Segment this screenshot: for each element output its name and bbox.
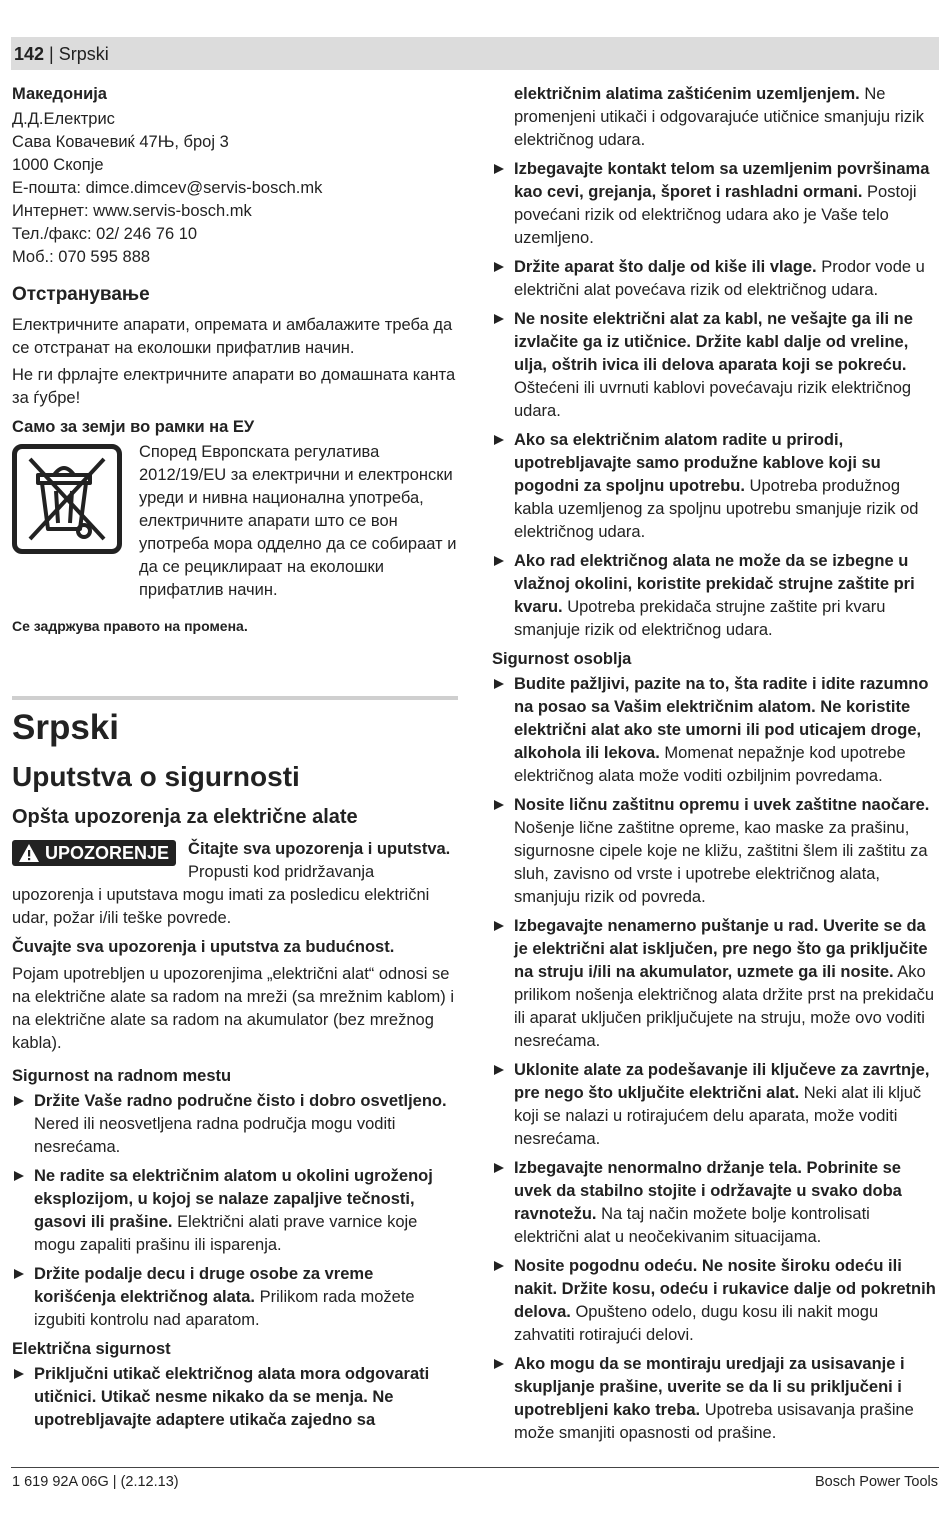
bullet-triangle-icon: [494, 679, 504, 689]
bullet-triangle-icon: [494, 1359, 504, 1369]
bullet-triangle-icon: [14, 1096, 24, 1106]
disposal-heading: Отстранување: [12, 284, 150, 305]
bullet-triangle-icon: [494, 262, 504, 272]
personal-safety-heading: Sigurnost osoblja: [492, 650, 632, 668]
contact-email: Е-пошта: dimce.dimcev@servis-bosch.mk: [12, 179, 323, 197]
list-item: Izbegavajte nenamerno puštanje u rad. Uverite se da je električni alat isključen, pre nego što ga priključite na struju i/ili na akumulator, uzmete ga ili nosite. Ako prilikom nošenja električnog alata držite prst na prekidaču ili aparat uključen priključujete na struju, može ovo voditi nesrećama.: [492, 915, 938, 1053]
warning-text: Propusti kod pridržavanja upozorenja i uputstava mogu imati za posledicu električni udar, požar i/ili teške povrede.: [12, 863, 430, 927]
warning-label: UPOZORENJE: [45, 843, 170, 863]
list-item: Ako mogu da se montiraju uredjaji za usisavanje i skupljanje prašine, uverite se da li su priključeni i upotrebljeni kako treba. Upotreba usisavanja prašine može smanjiti opasnosti od prašine.: [492, 1353, 938, 1445]
header-section: Srpski: [58, 44, 109, 64]
rights-reserved-note: Се задржува правото на промена.: [12, 618, 248, 634]
footer-doc-code: 1 619 92A 06G | (2.12.13): [12, 1474, 179, 1490]
footer-brand: Bosch Power Tools: [814, 1474, 938, 1490]
warning-bold: Čitajte sva upozorenja i uputstva.: [188, 840, 451, 858]
warning-triangle-icon: [18, 843, 40, 863]
list-item: Budite pažljivi, pazite na to, šta radite i idite razumno na posao sa Vašim električnim alatom. Ne koristite električni alat ako ste umorni ili pod uticajem droge, alkohola ili lekova. Momenat nepažnje kod upotrebe električnog alata može voditi ozbiljnim povredama.: [492, 673, 938, 788]
list-item: Izbegavajte nenormalno držanje tela. Pobrinite se uvek da stabilno stojite i održavajte u svako doba ravnotežu. Na taj način možete bolje kontrolisati električni alat u neočekivanim situacijama.: [492, 1157, 938, 1249]
bullet-triangle-icon: [14, 1369, 24, 1379]
bullet-triangle-icon: [494, 164, 504, 174]
language-title: Srpski: [12, 708, 119, 747]
disposal-paragraph: Електричните апарати, опремата и амбалажите треба да се отстранат на еколошки прифатлив начин.: [12, 316, 453, 357]
crossed-bin-icon: [12, 444, 122, 554]
warning-badge: [12, 840, 176, 866]
bullet-triangle-icon: [494, 921, 504, 931]
left-column: [12, 83, 458, 1438]
eu-heading: Само за земји во рамки на ЕУ: [12, 418, 255, 436]
contact-line: Д.Д.Електрис: [12, 110, 115, 128]
contact-line: 1000 Скопје: [12, 156, 104, 174]
list-item: Ne nosite električni alat za kabl, ne vešajte ga ili ne izvlačite ga iz utičnice. Držite kabl dalje od vreline, ulja, oštrih ivica ili delova aparata koji se pokreću. Oštećeni ili uvrnuti kablovi povećavaju rizik električnog udara.: [492, 308, 938, 423]
list-item: Držite Vaše radno područne čisto i dobro osvetljeno. Nered ili neosvetljena radna područja mogu voditi nesrećama.: [12, 1090, 458, 1159]
footer-divider: [11, 1467, 939, 1468]
bullet-triangle-icon: [494, 800, 504, 810]
list-item-continued: električnim alatima zaštićenim uzemljenjem. Ne promenjeni utikači i odgovarajuće utičnice smanjuju rizik električnog udara.: [514, 85, 924, 149]
list-item: Ako sa električnim alatom radite u prirodi, upotrebljavajte samo produžne kablove koji su pogodni za spoljnu upotrebu. Upotreba produžnog kabla uzemljenog za spoljnu upotrebu smanjuje rizik od električnog udara.: [492, 429, 938, 544]
bullet-triangle-icon: [494, 1065, 504, 1075]
eu-regulation-text: Според Европската регулатива 2012/19/EU за електрични и електронски уреди и нивна национална употреба, електричните апарати што се вон употреба мора одделно да се собираат и да се рециклираат на еколошки прифатлив начин.: [139, 443, 457, 599]
list-item: Nosite ličnu zaštitnu opremu i uvek zaštitne naočare. Nošenje lične zaštitne opreme, kao maske za prašinu, sigurnosne cipele koje ne kližu, zaštitni šlem ili zaštitu za sluh, zavisno od vrste i upotrebe električnog alata, smanjuju rizik od povreda.: [492, 794, 938, 909]
page-header-bar: [11, 37, 939, 70]
term-definition: Pojam upotrebljen u upozorenjima „električni alat“ odnosi se na električne alate sa radom na mreži (sa mrežnim kablom) i na električne alate sa radom na akumulator (bez mrežnog kabla).: [12, 965, 454, 1052]
macedonia-heading: Македонија: [12, 85, 107, 103]
electrical-heading: Električna sigurnost: [12, 1340, 171, 1358]
keep-instructions: Čuvajte sva upozorenja i uputstva za budućnost.: [12, 938, 395, 956]
list-item: Ako rad električnog alata ne može da se izbegne u vlažnoj okolini, koristite prekidač strujne zaštite pri kvaru. Upotreba prekidača strujne zaštite pri kvaru smanjuje rizik od električnog udara.: [492, 550, 938, 642]
bullet-triangle-icon: [494, 1261, 504, 1271]
bullet-triangle-icon: [494, 314, 504, 324]
list-item: Izbegavajte kontakt telom sa uzemljenim površinama kao cevi, grejanja, šporet i rashladni ormani. Postoji povećani rizik od električnog udara ako je Vaše telo uzemljeno.: [492, 158, 938, 250]
section-divider: [12, 696, 458, 700]
bullet-triangle-icon: [14, 1171, 24, 1181]
warning-block: [12, 838, 458, 930]
list-item: Priključni utikač električnog alata mora odgovarati utičnici. Utikač nesme nikako da se menja. Ne upotrebljavajte adaptere utikača zajedno sa: [12, 1363, 458, 1432]
page-header: 142 | Srpski: [14, 44, 109, 64]
bullet-triangle-icon: [14, 1269, 24, 1279]
list-item: Držite aparat što dalje od kiše ili vlage. Prodor vode u električni alat povećava rizik od električnog udara.: [492, 256, 938, 302]
page-number: 142: [14, 44, 45, 64]
list-item: Uklonite alate za podešavanje ili ključeve za zavrtnje, pre nego što uključite električni alat. Neki alat ili ključ koji se nalazi u rotirajućem delu aparata, može voditi nesrećama.: [492, 1059, 938, 1151]
right-column: [492, 83, 938, 1451]
list-item: Držite podalje decu i druge osobe za vreme korišćenja električnog alata. Prilikom rada možete izgubiti kontrolu nad aparatom.: [12, 1263, 458, 1332]
list-item: Ne radite sa električnim alatom u okolini ugroženoj eksplozijom, u kojoj se nalaze zapaljive tečnosti, gasovi ili prašine. Električni alati prave varnice koje mogu zapaliti prašinu ili isparenja.: [12, 1165, 458, 1257]
contact-website: Интернет: www.servis-bosch.mk: [12, 202, 252, 220]
safety-title: Uputstva o sigurnosti: [12, 761, 300, 792]
disposal-paragraph: Не ги фрлајте електричните апарати во домашната канта за ѓубре!: [12, 366, 456, 407]
contact-mobile: Моб.: 070 595 888: [12, 248, 151, 266]
workplace-heading: Sigurnost na radnom mestu: [12, 1067, 232, 1085]
bullet-triangle-icon: [494, 1163, 504, 1173]
weee-block: [12, 441, 458, 602]
contact-line: Сава Ковачевиќ 47Њ, број 3: [12, 133, 229, 151]
list-item: Nosite pogodnu odeću. Ne nosite široku odeću ili nakit. Držite kosu, odeću i rukavice dalje od pokretnih delova. Opušteno odelo, dugu kosu ili nakit mogu zahvatiti rotirajući delovi.: [492, 1255, 938, 1347]
bullet-triangle-icon: [494, 556, 504, 566]
contact-address: [12, 108, 458, 269]
general-warnings-heading: Opšta upozorenja za električne alate: [12, 806, 358, 828]
bullet-triangle-icon: [494, 435, 504, 445]
contact-phone: Тел./факс: 02/ 246 76 10: [12, 225, 198, 243]
